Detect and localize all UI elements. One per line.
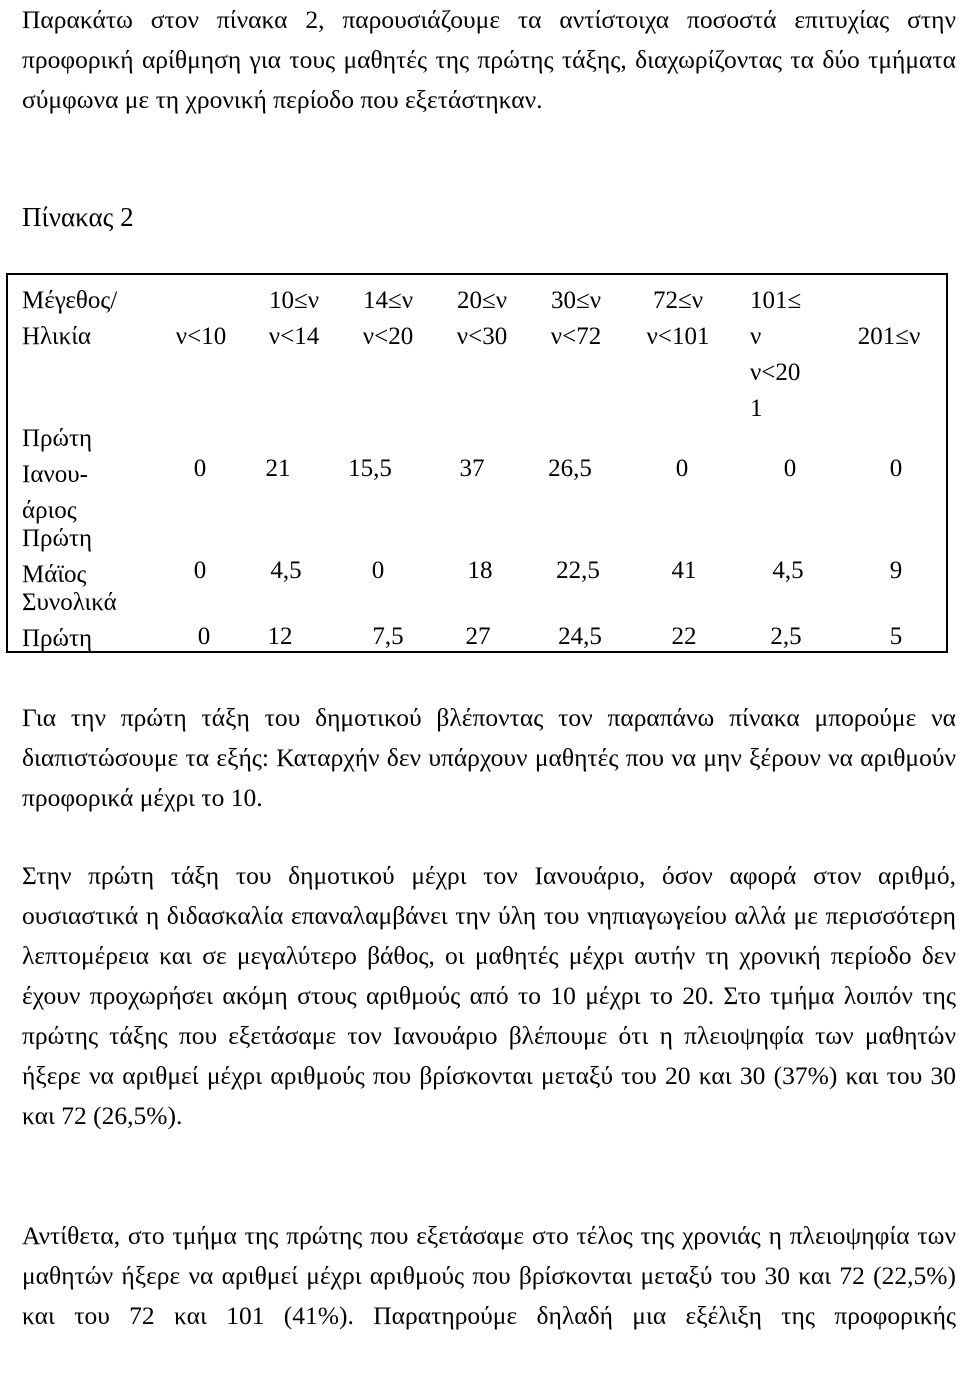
header-col [536, 283, 616, 355]
header-col-line: 10≤ν [268, 287, 320, 314]
header-col [844, 319, 934, 355]
table-cell: 0 [371, 557, 385, 584]
row-label [22, 421, 92, 529]
header-col-line: ν<10 [175, 323, 227, 350]
table-cell: 15,5 [348, 455, 392, 482]
body-paragraph: Στην πρώτη τάξη του δημοτικού μέχρι τον Ιανουάριο, όσον αφορά στον αριθμό, ουσιαστικά η διδασκαλία επαναλαμβάνει την ύλη του νηπιαγωγείου αλλά με περισσότερη λεπτομέρεια και σε μεγαλύτερο βάθος, οι μαθητές μέχρι αυτήν τη χρονική περίοδο δεν έχουν προχωρήσει ακόμη στους αριθμούς από το 10 μέχρι το 20. Στο τμήμα λοιπόν της πρώτης τάξης που εξετάσαμε τον Ιανουάριο βλέπουμε ότι η πλειοψηφία των μαθητών ήξερε να αριθμεί μέχρι αριθμούς που βρίσκονται μεταξύ του 20 και 30 (37%) και του 30 και 72 (26,5%). [22, 861, 956, 1130]
table-cell: 22,5 [556, 557, 600, 584]
header-col [348, 283, 428, 355]
table-cell: 21 [265, 455, 291, 482]
row-label [22, 521, 92, 593]
table-cell: 27 [465, 623, 491, 650]
header-corner-line: Ηλικία [22, 323, 92, 350]
header-col-line: ν<72 [550, 323, 602, 350]
header-col-line: ν<20 [750, 359, 801, 386]
row-label-line: Πρώτη [22, 425, 93, 452]
header-col-line: 20≤ν [456, 287, 508, 314]
header-col-line: 72≤ν [652, 287, 704, 314]
table-cell: 0 [193, 455, 207, 482]
body-paragraph: Για την πρώτη τάξη του δημοτικού βλέποντας τον παραπάνω πίνακα μπορούμε να διαπιστώσουμε τα εξής: Καταρχήν δεν υπάρχουν μαθητές που να μην ξέρουν να αριθμούν προφορικά μέχρι το 10. [22, 703, 956, 812]
table-cell: 0 [193, 557, 207, 584]
table-cell: 0 [889, 455, 903, 482]
table-cell: 37 [459, 455, 485, 482]
table-cell: 0 [675, 455, 689, 482]
row-label [22, 585, 117, 657]
header-col [254, 283, 334, 355]
header-col-line: 30≤ν [550, 287, 602, 314]
header-col-line: 14≤ν [362, 287, 414, 314]
results-table [6, 273, 948, 653]
table-cell: 22 [671, 623, 697, 650]
header-col [630, 283, 726, 355]
row-label-line: Μάϊος [22, 561, 87, 588]
header-corner-line: Μέγεθος/ [22, 287, 118, 314]
row-label-line: άριος [22, 497, 77, 524]
header-col-line: 201≤ν [857, 323, 921, 350]
table-cell: 12 [267, 623, 293, 650]
table-cell: 0 [197, 623, 211, 650]
table-cell: 7,5 [372, 623, 404, 650]
table-cell: 24,5 [558, 623, 602, 650]
header-col-line: ν<14 [268, 323, 320, 350]
row-label-line: Πρώτη [22, 525, 93, 552]
header-col-line: 101≤ [750, 287, 802, 314]
table-cell: 2,5 [770, 623, 802, 650]
table-cell: 4,5 [772, 557, 804, 584]
header-col [442, 283, 522, 355]
row-label-line: Πρώτη [22, 625, 93, 652]
header-col-line: 1 [750, 395, 763, 422]
header-col-line: ν<30 [456, 323, 508, 350]
table-cell: 5 [889, 623, 903, 650]
table-cell: 9 [889, 557, 903, 584]
table-cell: 4,5 [270, 557, 302, 584]
row-label-line: Συνολικά [22, 589, 117, 616]
intro-paragraph: Παρακάτω στον πίνακα 2, παρουσιάζουμε τα αντίστοιχα ποσοστά επιτυχίας στην προφορική αρίθμηση για τους μαθητές της πρώτης τάξης, διαχωρίζοντας τα δύο τμήματα σύμφωνα με τη χρονική περίοδο που εξετάστηκαν. [22, 5, 956, 114]
header-col [750, 283, 801, 427]
header-col-line: ν [750, 323, 762, 350]
header-col-line: ν<101 [646, 323, 710, 350]
table-cell: 0 [783, 455, 797, 482]
header-corner [22, 283, 117, 355]
table-cell: 26,5 [548, 455, 592, 482]
table-caption: Πίνακας 2 [22, 202, 134, 232]
table-cell: 41 [671, 557, 697, 584]
table-cell: 18 [467, 557, 493, 584]
row-label-line: Ιανου- [22, 461, 88, 488]
header-col [158, 319, 244, 355]
header-col-line: ν<20 [362, 323, 414, 350]
body-paragraph: Αντίθετα, στο τμήμα της πρώτης που εξετάσαμε στο τέλος της χρονιάς η πλειοψηφία των μαθητών ήξερε να αριθμεί μέχρι αριθμούς που βρίσκονται μεταξύ του 30 και 72 (22,5%) και του 72 και 101 (41%). Παρατηρούμε δηλαδή μια εξέλιξη της προφορικής [22, 1221, 956, 1330]
